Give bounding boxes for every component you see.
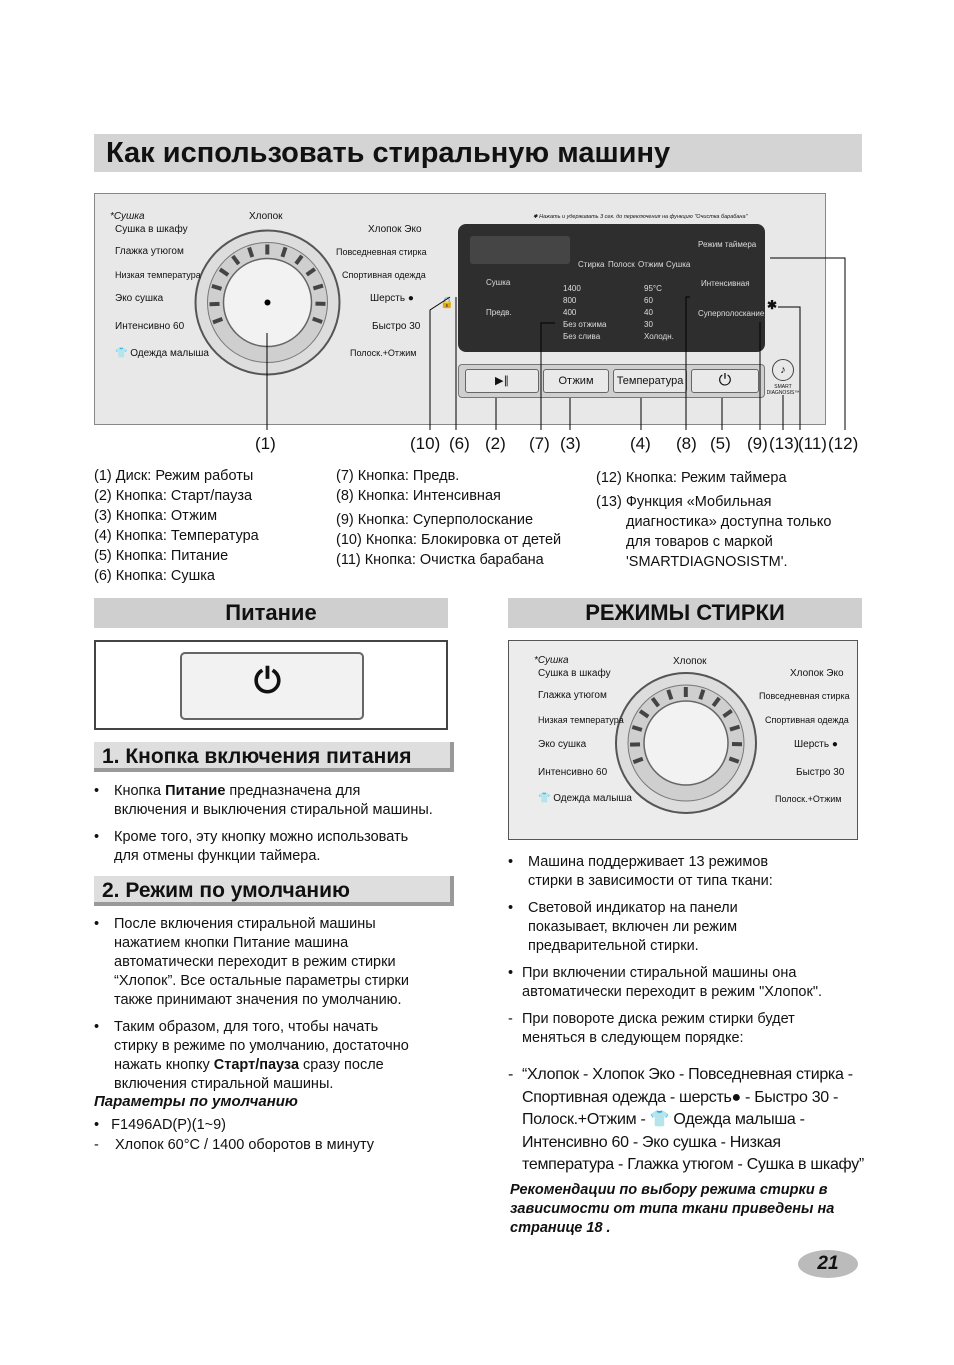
callout-3: (3) xyxy=(560,434,581,453)
model-line: • F1496AD(P)(1~9) xyxy=(94,1117,227,1133)
dial-label-eco-dry: Эко сушка xyxy=(115,293,164,304)
power-icon: ⏻ xyxy=(718,372,732,389)
list-item: • Машина поддерживает 13 режимов стирки в зависимости от типа ткани: xyxy=(508,854,773,889)
callout-6: (6) xyxy=(449,434,470,453)
dial-label-quick30: Быстро 30 xyxy=(372,321,421,332)
icon-wash: Стирка xyxy=(578,260,605,269)
legend-col3: (12) Кнопка: Режим таймера (13) Функция «Мобильная диагностика» доступна только для товаров с маркой 'SMARTDIAGNOSISTM'. xyxy=(596,470,832,570)
icon-spin: Отжим xyxy=(638,260,664,269)
callout-8: (8) xyxy=(676,434,697,453)
list-item: • При включении стиральной машины она автоматически переходит в режим "Хлопок". xyxy=(508,965,823,1000)
power-icon: ⏻ xyxy=(254,662,281,700)
list-item: • После включения стиральной машины нажатием кнопки Питание машина автоматически переходит в режим стирки “Хлопок”. Все остальные параметры стирки также принимают значения по умолчанию. xyxy=(94,916,409,1008)
dial-tick xyxy=(730,727,740,730)
callout-10: (10) xyxy=(410,434,441,453)
temperature-button[interactable]: Температура xyxy=(613,369,687,393)
mode-order: - “Хлопок - Хлопок Эко - Повседневная стирка - Спортивная одежда - шерсть● - Быстро 30 - Полоск.+Отжим - 👕 Одежда малыша - Интенсивно 60 - Эко сушка - Низкая температура - Глажка утюгом - Сушка в шкафу” xyxy=(508,1066,864,1173)
dial-label-iron-dry: Глажка утюгом xyxy=(115,246,184,257)
modes-bullets xyxy=(508,853,888,1056)
wool-ball-icon: ● xyxy=(831,739,838,750)
default-value-line: - Хлопок 60°C / 1400 оборотов в минуту xyxy=(94,1137,374,1153)
drying-note: *Сушка xyxy=(110,211,145,222)
defaults-title: Параметры по умолчанию xyxy=(94,1093,298,1110)
dial-label-cotton: Хлопок xyxy=(249,211,283,222)
superrinse-label: Суперполоскание xyxy=(698,309,765,318)
callout-4: (4) xyxy=(630,434,651,453)
list-item: • Световой индикатор на панели показывает, включен ли режим предварительной стирки. xyxy=(508,900,738,954)
page-title: Как использовать стиральную машину xyxy=(94,134,862,172)
play-pause-icon: ▶∥ xyxy=(495,375,509,387)
legend-col2: (7) Кнопка: Предв. (8) Кнопка: Интенсивная (9) Кнопка: Суперполоскание (10) Кнопка: Блокировка от детей (11) Кнопка: Очистка барабана xyxy=(336,468,562,568)
dial-label-sport: Спортивная одежда xyxy=(342,270,426,280)
recommendation-note: Рекомендации по выбору режима стирки в зависимости от типа ткани приведены на странице 18 . xyxy=(510,1182,835,1236)
timer-label: Режим таймера xyxy=(698,240,757,249)
smart-diagnosis-label: SMART DIAGNOSIS™ xyxy=(766,384,800,396)
modes-heading: РЕЖИМЫ СТИРКИ xyxy=(508,598,862,628)
callout-12: (12) xyxy=(828,434,859,453)
callout-9: (9) xyxy=(747,434,768,453)
smart-diagnosis-icon: ♪ xyxy=(772,359,794,381)
drum-clean-note: ✱ Нажать и удерживать 3 сек. до переключения на функцию "Очистка барабана" xyxy=(533,214,748,220)
power-bullets xyxy=(94,782,474,874)
list-item: • Кроме того, эту кнопку можно использовать для отмены функции таймера. xyxy=(94,829,409,864)
dial-label-wool: Шерсть ● xyxy=(370,293,414,304)
prewash-label: Предв. xyxy=(486,308,512,317)
child-lock-icon: 🔒 xyxy=(440,297,454,309)
dial-label-intensive60: Интенсивно 60 xyxy=(115,321,185,332)
power-heading: Питание xyxy=(94,598,448,628)
callout-5: (5) xyxy=(710,434,731,453)
dial-label-baby: 👕 Одежда малыша xyxy=(115,348,209,359)
baby-shirt-icon: 👕 xyxy=(649,1111,670,1128)
callout-13: (13) xyxy=(769,434,800,453)
baby-shirt-icon: 👕 xyxy=(115,348,128,359)
dial-label-cabinet-dry: Сушка в шкафу xyxy=(115,224,188,235)
lcd-display: Стирка Полоск Отжим Сушка Режим таймера Сушка Предв. 1400 800 400 Без отжима Без слива 95°C 60 40 30 Холодн. Интенсивная Суперполоскание xyxy=(458,224,765,352)
modes-dial xyxy=(611,668,761,818)
drum-clean-star: ✱ xyxy=(767,298,778,312)
page-number: 21 xyxy=(798,1250,858,1278)
default-bullets xyxy=(94,915,474,1102)
baby-shirt-icon: 👕 xyxy=(538,793,551,804)
power-illustration xyxy=(94,640,448,730)
spin-button[interactable]: Отжим xyxy=(543,369,609,393)
icon-dry: Сушка xyxy=(666,260,691,269)
dial-tick xyxy=(632,727,642,730)
callout-2: (2) xyxy=(485,434,506,453)
callout-7: (7) xyxy=(529,434,550,453)
power-button-subheading: 1. Кнопка включения питания xyxy=(94,742,454,772)
dry-label: Сушка xyxy=(486,278,511,287)
wool-ball-icon: ● xyxy=(731,1088,741,1106)
intensive-label: Интенсивная xyxy=(701,279,750,288)
callout-11: (11) xyxy=(798,434,827,453)
dial-label-rinse-spin: Полоск.+Отжим xyxy=(350,348,417,358)
legend-col1: (1) Диск: Режим работы (2) Кнопка: Старт/пауза (3) Кнопка: Отжим (4) Кнопка: Температура (5) Кнопка: Питание (6) Кнопка: Сушка xyxy=(94,468,259,584)
list-item: • Таким образом, для того, чтобы начать стирку в режиме по умолчанию, достаточно нажать кнопку Старт/пауза сразу после включения стиральной машины. xyxy=(94,1019,409,1092)
list-item: • Кнопка Питание предназначена для включения и выключения стиральной машины. xyxy=(94,783,433,818)
wool-ball-icon: ● xyxy=(407,293,414,304)
leader-lines xyxy=(0,0,954,440)
default-mode-subheading: 2. Режим по умолчанию xyxy=(94,876,454,906)
callout-1: (1) xyxy=(255,434,276,453)
dial-label-cotton-eco: Хлопок Эко xyxy=(368,224,422,235)
dial-label-low-temp: Низкая температура xyxy=(115,270,201,280)
icon-rinse: Полоск xyxy=(608,260,635,269)
dial-label-daily: Повседневная стирка xyxy=(336,247,427,257)
list-item: - При повороте диска режим стирки будет меняться в следующем порядке: xyxy=(508,1011,795,1046)
